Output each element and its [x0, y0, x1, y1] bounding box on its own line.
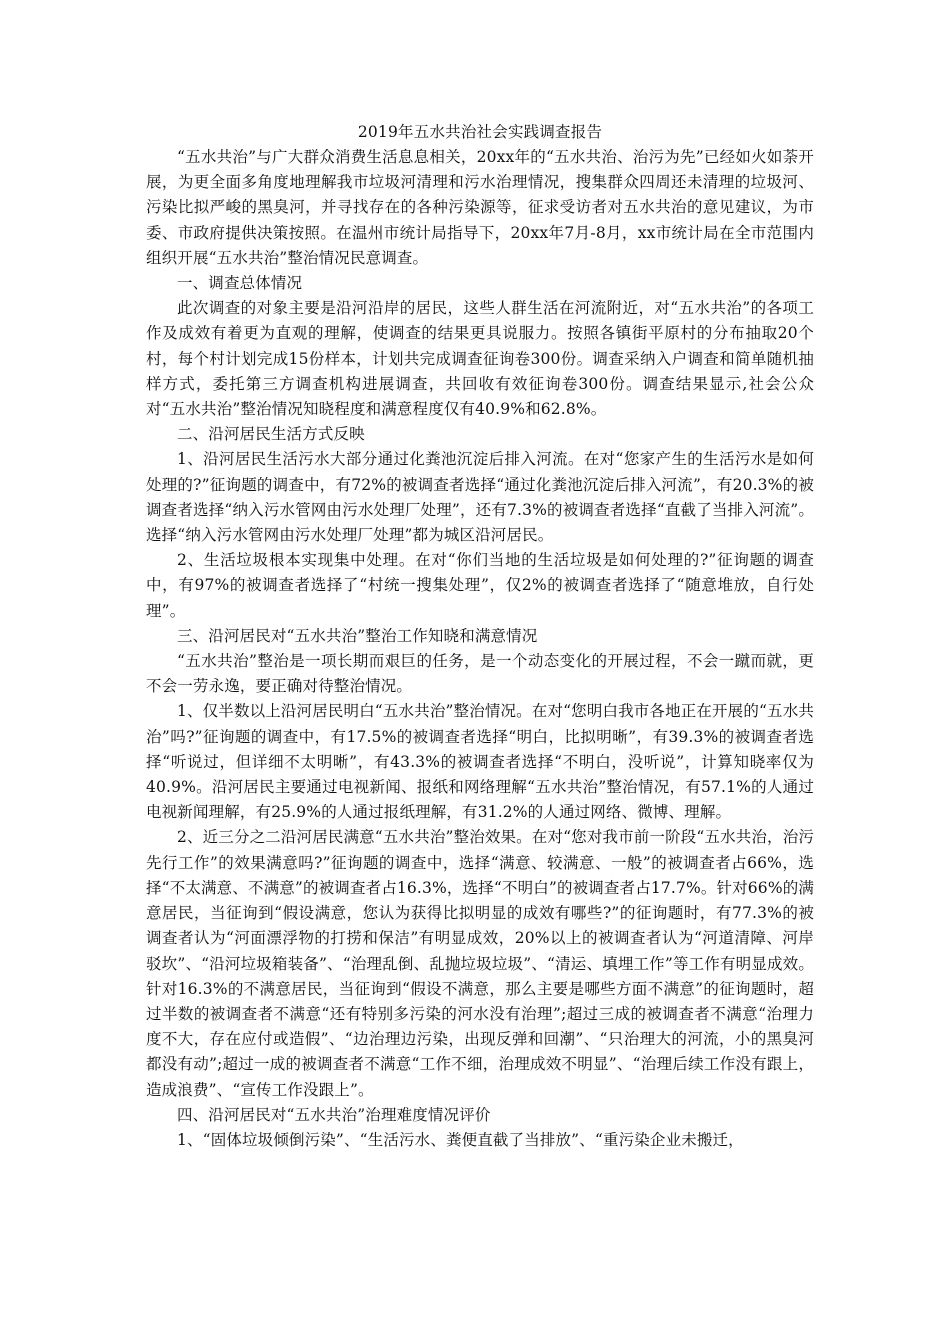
- section-3-item-2: 2、近三分之二沿河居民满意“五水共治”整治效果。在对“您对我市前一阶段“五水共治，治污先行工作”的效果满意吗?”征询题的调查中，选择“满意、较满意、一般”的被调查者占66%，选择“不太满意、不满意”的被调查者占16.3%，选择“不明白”的被调查者占17.7%。针对66%的满意居民，当征询到“假设满意，您认为获得比拟明显的成效有哪些?”的征询题时，有77.3%的被调查者认为“河面漂浮物的打捞和保洁”有明显成效，20%以上的被调查者认为“河道清障、河岸驳坎”、“沿河垃圾箱装备”、“治理乱倒、乱抛垃圾垃圾”、“清运、填埋工作”等工作有明显成效。针对16.3%的不满意居民，当征询到“假设不满意，那么主要是哪些方面不满意”的征询题时，超过半数的被调查者不满意“还有特别多污染的河水没有治理”;超过三成的被调查者不满意“治理力度不大，存在应付或造假”、“边治理边污染，出现反弹和回潮”、“只治理大的河流，小的黑臭河都没有动”;超过一成的被调查者不满意“工作不细，治理成效不明显”、“治理后续工作没有跟上，造成浪费”、“宣传工作没跟上”。: [146, 828, 815, 1099]
- document-page: [146, 120, 814, 1153]
- section-3-item-1: 1、仅半数以上沿河居民明白“五水共治”整治情况。在对“您明白我市各地正在开展的“五水共治”吗?”征询题的调查中，有17.5%的被调查者选择“明白，比拟明晰”，有39.3%的被调查者选择“听说过，但详细不太明晰”，有43.3%的被调查者选择“不明白，没听说”，计算知晓率仅为40.9%。沿河居民主要通过电视新闻、报纸和网络理解“五水共治”整治情况，有57.1%的人通过电视新闻理解，有25.9%的人通过报纸理解，有31.2%的人通过网络、微博、理解。: [146, 702, 815, 822]
- section-1-paragraph: 此次调查的对象主要是沿河沿岸的居民，这些人群生活在河流附近，对“五水共治”的各项工作及成效有着更为直观的理解，使调查的结果更具说服力。按照各镇街平原村的分布抽取20个村，每个村计划完成15份样本，计划共完成调查征询卷300份。调查采纳入户调查和简单随机抽样方式，委托第三方调查机构进展调查，共回收有效征询卷300份。调查结果显示,社会公众对“五水共治”整治情况知晓程度和满意程度仅有40.9%和62.8%。: [146, 299, 814, 419]
- section-2-item-2: 2、生活垃圾根本实现集中处理。在对“你们当地的生活垃圾是如何处理的?”征询题的调查中，有97%的被调查者选择了“村统一搜集处理”，仅2%的被调查者选择了“随意堆放，自行处理”。: [146, 551, 814, 620]
- section-heading-3: 三、沿河居民对“五水共治”整治工作知晓和满意情况: [177, 626, 538, 645]
- section-heading-2: 二、沿河居民生活方式反映: [177, 425, 365, 444]
- section-heading-1: 一、调查总体情况: [177, 274, 303, 293]
- section-4-item-1: 1、“固体垃圾倾倒污染”、“生活污水、粪便直截了当排放”、“重污染企业未搬迁，: [177, 1130, 744, 1149]
- section-heading-4: 四、沿河居民对“五水共治”治理难度情况评价: [177, 1105, 491, 1124]
- section-2-item-1: 1、沿河居民生活污水大部分通过化粪池沉淀后排入河流。在对“您家产生的生活污水是如何处理的?”征询题的调查中，有72%的被调查者选择“通过化粪池沉淀后排入河流”，有20.3%的被调查者选择“纳入污水管网由污水处理厂处理”，还有7.3%的被调查者选择“直截了当排入河流”。选择“纳入污水管网由污水处理厂处理”都为城区沿河居民。: [146, 450, 814, 545]
- intro-paragraph: “五水共治”与广大群众消费生活息息相关，20xx年的“五水共治、治污为先”已经如火如荼开展，为更全面多角度地理解我市垃圾河清理和污水治理情况，搜集群众四周还未清理的垃圾河、污染比拟严峻的黑臭河，并寻找存在的各种污染源等，征求受访者对五水共治的意见建议，为市委、市政府提供决策按照。在温州市统计局指导下，20xx年7月-8月，xx市统计局在全市范围内组织开展“五水共治”整治情况民意调查。: [146, 148, 814, 267]
- document-title: 2019年五水共治社会实践调查报告: [357, 123, 603, 141]
- section-3-intro: “五水共治”整治是一项长期而艰巨的任务，是一个动态变化的开展过程，不会一蹴而就，更不会一劳永逸，要正确对待整治情况。: [146, 652, 814, 696]
